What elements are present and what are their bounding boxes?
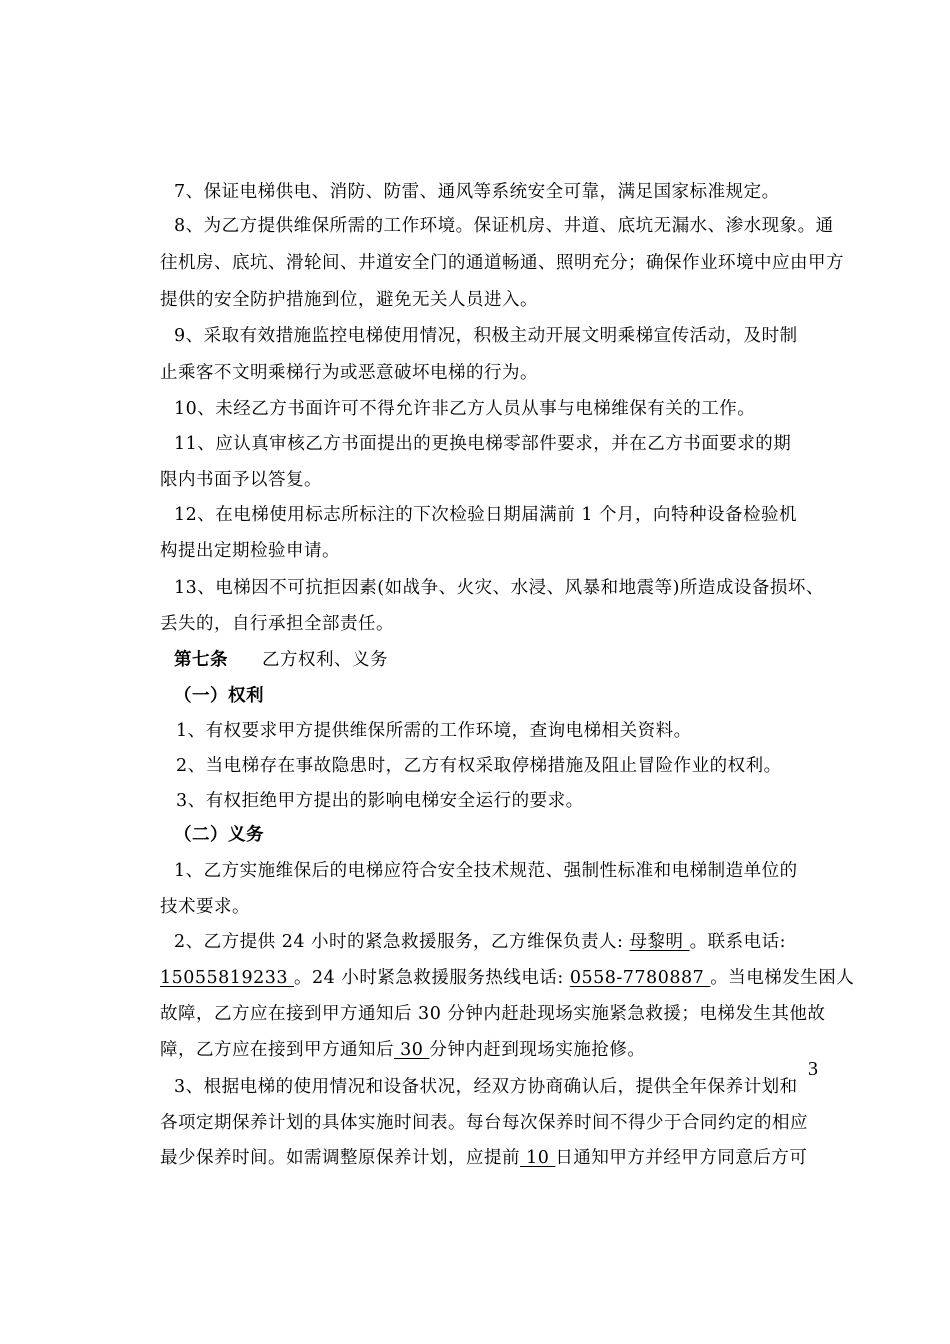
hotline-phone: 0558-7780887 (569, 968, 711, 988)
article-7-heading (174, 648, 825, 672)
clause-9-line-2: 止乘客不文明乘梯行为或恶意破坏电梯的行为。 (160, 363, 538, 383)
article-7-title: 乙方权利、义务 (262, 650, 388, 670)
clause-11-line-1: 11、应认真审核乙方书面提出的更换电梯零部件要求，并在乙方书面要求的期 (174, 434, 792, 454)
right-2: 2、当电梯存在事故隐患时，乙方有权采取停梯措施及阻止冒险作业的权利。 (176, 756, 782, 776)
duty-2-text: 分钟内赶到现场实施抢修。 (429, 1040, 646, 1060)
duty-2-text: 障，乙方应在接到甲方通知后 (160, 1040, 394, 1060)
duties-heading: （二）义务 (174, 825, 264, 845)
maintenance-manager-name: 母黎明 (629, 932, 690, 952)
duty-2-line-4 (160, 1038, 825, 1062)
duty-2-text: 2、乙方提供 24 小时的紧急救援服务，乙方维保负责人: (174, 932, 630, 952)
repair-minutes: 30 (394, 1040, 430, 1060)
clause-12-line-1: 12、在电梯使用标志所标注的下次检验日期届满前 1 个月，向特种设备检验机 (174, 505, 798, 525)
duty-1-line-2: 技术要求。 (160, 897, 250, 917)
right-3: 3、有权拒绝甲方提出的影响电梯安全运行的要求。 (176, 791, 584, 811)
duty-3-line-2: 各项定期保养计划的具体实施时间表。每台每次保养时间不得少于合同约定的相应 (160, 1113, 808, 1133)
duty-3-text: 最少保养时间。如需调整原保养计划，应提前 (160, 1148, 520, 1168)
duty-2-text: 。当电梯发生困人 (710, 968, 855, 988)
duty-3-line-1: 3、根据电梯的使用情况和设备状况，经双方协商确认后，提供全年保养计划和 (174, 1077, 798, 1097)
notice-days: 10 (520, 1148, 556, 1168)
clause-9-line-1: 9、采取有效措施监控电梯使用情况，积极主动开展文明乘梯宣传活动，及时制 (174, 326, 798, 346)
duty-3-line-3 (160, 1146, 825, 1170)
contact-phone: 15055819233 (160, 968, 295, 988)
clause-8-line-2: 往机房、底坑、滑轮间、井道安全门的通道畅通、照明充分；确保作业环境中应由甲方 (160, 253, 844, 273)
page-number: 3 (808, 1058, 818, 1080)
article-7-label: 第七条 (174, 650, 228, 670)
clause-8-line-3: 提供的安全防护措施到位，避免无关人员进入。 (160, 290, 538, 310)
clause-13-line-2: 丢失的，自行承担全部责任。 (160, 614, 394, 634)
duty-2-text: 。24 小时紧急救援服务热线电话: (294, 968, 570, 988)
duty-2-line-1 (174, 930, 825, 954)
duty-3-text: 日通知甲方并经甲方同意后方可 (555, 1148, 808, 1168)
clause-7: 7、保证电梯供电、消防、防雷、通风等系统安全可靠，满足国家标准规定。 (174, 182, 780, 202)
duty-2-line-3: 故障，乙方应在接到甲方通知后 30 分钟内赶赴现场实施紧急救援；电梯发生其他故 (160, 1004, 826, 1024)
rights-heading: （一）权利 (174, 686, 264, 706)
clause-11-line-2: 限内书面予以答复。 (160, 470, 322, 490)
clause-10: 10、未经乙方书面许可不得允许非乙方人员从事与电梯维保有关的工作。 (174, 399, 756, 419)
right-1: 1、有权要求甲方提供维保所需的工作环境，查询电梯相关资料。 (176, 721, 692, 741)
clause-13-line-1: 13、电梯因不可抗拒因素(如战争、火灾、水浸、风暴和地震等)所造成设备损坏、 (174, 578, 824, 598)
clause-12-line-2: 构提出定期检验申请。 (160, 541, 340, 561)
duty-1-line-1: 1、乙方实施维保后的电梯应符合安全技术规范、强制性标准和电梯制造单位的 (174, 861, 798, 881)
duty-2-line-2 (160, 966, 855, 990)
duty-2-text: 。联系电话: (689, 932, 786, 952)
clause-8-line-1: 8、为乙方提供维保所需的工作环境。保证机房、井道、底坑无漏水、渗水现象。通 (174, 216, 834, 236)
